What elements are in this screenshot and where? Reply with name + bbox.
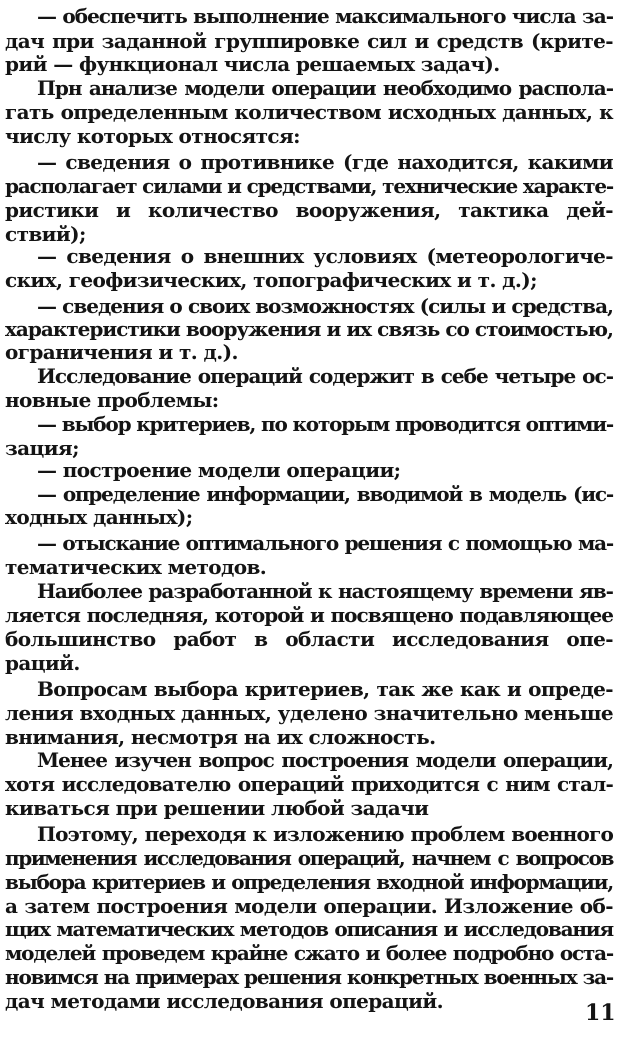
text-line: — построение модели операции; xyxy=(37,458,401,482)
text-line: хотя исследователю операций приходится с ним стал- xyxy=(5,772,613,796)
text-line: ристики и количество вооружения, тактика дей- xyxy=(5,198,613,222)
text-line: ходных данных); xyxy=(5,505,193,529)
text-line: киваться при решении любой задачи xyxy=(5,796,429,820)
text-line: ских, геофизических, топографических и т. д.); xyxy=(5,268,537,292)
text-line: внимания, несмотря на их сложность. xyxy=(5,725,436,749)
text-line: — отыскание оптимального решения с помощью ма- xyxy=(37,531,613,555)
text-line: ления входных данных, уделено значительно меньше xyxy=(5,701,613,725)
text-line: Поэтому, переходя к изложению проблем военного xyxy=(37,822,613,846)
text-line: Наиболее разработанной к настоящему времени яв- xyxy=(37,579,613,603)
text-line: характеристики вооружения и их связь со стоимостью, xyxy=(5,317,613,341)
text-line: — выбор критериев, по которым проводится оптими- xyxy=(37,412,613,436)
text-line: новные проблемы: xyxy=(5,388,219,412)
text-line: дач методами исследования операций. xyxy=(5,989,443,1013)
text-line: располагает силами и средствами, технические характе- xyxy=(5,174,613,198)
text-line: применения исследования операций, начнем с вопросов xyxy=(5,846,613,870)
text-line: тематических методов. xyxy=(5,555,267,579)
text-line: щих математических методов описания и исследования xyxy=(5,917,613,941)
text-line: ограничения и т. д.). xyxy=(5,340,238,364)
text-line: ляется последняя, которой и посвящено подавляющее xyxy=(5,603,613,627)
text-line: большинство работ в области исследования опе- xyxy=(5,627,613,651)
text-line: раций. xyxy=(5,651,80,675)
text-line: Исследование операций содержит в себе четыре ос- xyxy=(37,364,613,388)
text-line: — сведения о своих возможностях (силы и средства, xyxy=(37,294,613,318)
text-line: зация; xyxy=(5,436,79,460)
text-line: ствий); xyxy=(5,222,86,246)
text-line: Вопросам выбора критериев, так же как и опреде- xyxy=(37,677,613,701)
text-line: а затем построения модели операции. Изложение об- xyxy=(5,894,613,918)
text-line: рий — функционал числа решаемых задач). xyxy=(5,52,500,76)
text-line: дач при заданной группировке сил и средств (крите- xyxy=(5,29,613,53)
text-line: Менее изучен вопрос построения модели операции, xyxy=(37,748,613,772)
text-line: Прн анализе модели операции необходимо распола- xyxy=(37,76,613,100)
text-line: выбора критериев и определения входной информации, xyxy=(5,870,613,894)
text-line: моделей проведем крайне сжато и более подробно оста- xyxy=(5,941,613,965)
text-line: — сведения о внешних условиях (метеорологиче- xyxy=(37,244,613,268)
text-line: — определение информации, вводимой в модель (ис- xyxy=(37,482,613,506)
text-line: гать определенным количеством исходных данных, к xyxy=(5,100,613,124)
text-line: — сведения о противнике (где находится, какими xyxy=(37,150,613,174)
text-line: новимся на примерах решения конкретных военных за- xyxy=(5,965,613,989)
text-line: — обеспечить выполнение максимального числа за- xyxy=(37,4,613,28)
page-number: 11 xyxy=(585,1000,616,1026)
text-line: числу которых относятся: xyxy=(5,124,300,148)
